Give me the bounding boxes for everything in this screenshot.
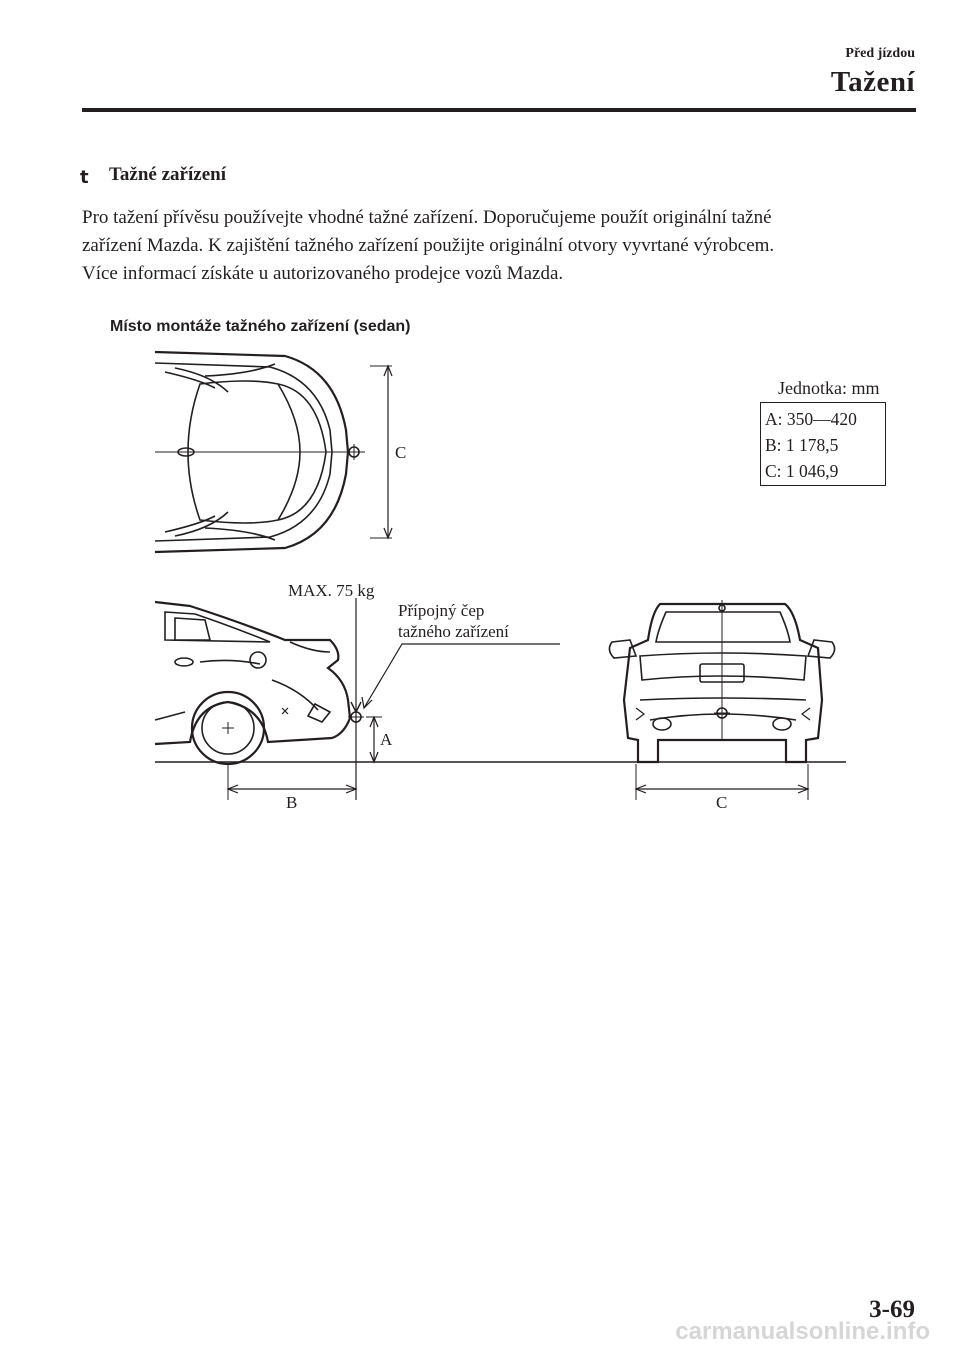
max-load-label: MAX. 75 kg bbox=[288, 581, 375, 600]
site-watermark: carmanualsonline.info bbox=[675, 1318, 930, 1345]
dim-a-label: A bbox=[380, 730, 393, 749]
subheading: Tažné zařízení bbox=[109, 164, 226, 185]
page-number: 3-69 bbox=[869, 1296, 915, 1323]
spec-box bbox=[760, 402, 886, 486]
chapter-title: Tažení bbox=[830, 66, 915, 98]
car-side-view bbox=[155, 598, 364, 800]
units-label: Jednotka: mm bbox=[778, 378, 880, 398]
ball-leader-line bbox=[364, 644, 560, 708]
dim-b-label: B bbox=[286, 793, 298, 812]
fuel-cap-icon bbox=[250, 652, 266, 668]
car-rear-outline bbox=[624, 604, 822, 762]
car-rear-view bbox=[609, 600, 834, 762]
ball-label-line2: tažného zařízení bbox=[398, 622, 509, 641]
ball-label-line1: Přípojný čep bbox=[398, 601, 485, 620]
car-side-outline bbox=[155, 602, 350, 744]
spec-row: B: 1 178,5 bbox=[765, 435, 839, 455]
dim-c-top-label: C bbox=[395, 443, 407, 462]
spec-row: A: 350—420 bbox=[765, 409, 857, 429]
body-line: Více informací získáte u autorizovaného prodejce vozů Mazda. bbox=[82, 263, 564, 284]
figure-caption: Místo montáže tažného zařízení (sedan) bbox=[110, 318, 411, 335]
bullet-icon: t bbox=[80, 167, 89, 188]
section-kicker: Před jízdou bbox=[845, 46, 915, 61]
spec-row: C: 1 046,9 bbox=[765, 461, 839, 481]
car-top-view bbox=[155, 352, 392, 552]
body-line: Pro tažení přívěsu používejte vhodné tažné zařízení. Doporučujeme použít originální tažné bbox=[82, 207, 772, 228]
dim-c-rear-label: C bbox=[716, 793, 728, 812]
body-line: zařízení Mazda. K zajištění tažného zařízení použijte originální otvory vyvrtané výrobcem. bbox=[82, 235, 775, 256]
